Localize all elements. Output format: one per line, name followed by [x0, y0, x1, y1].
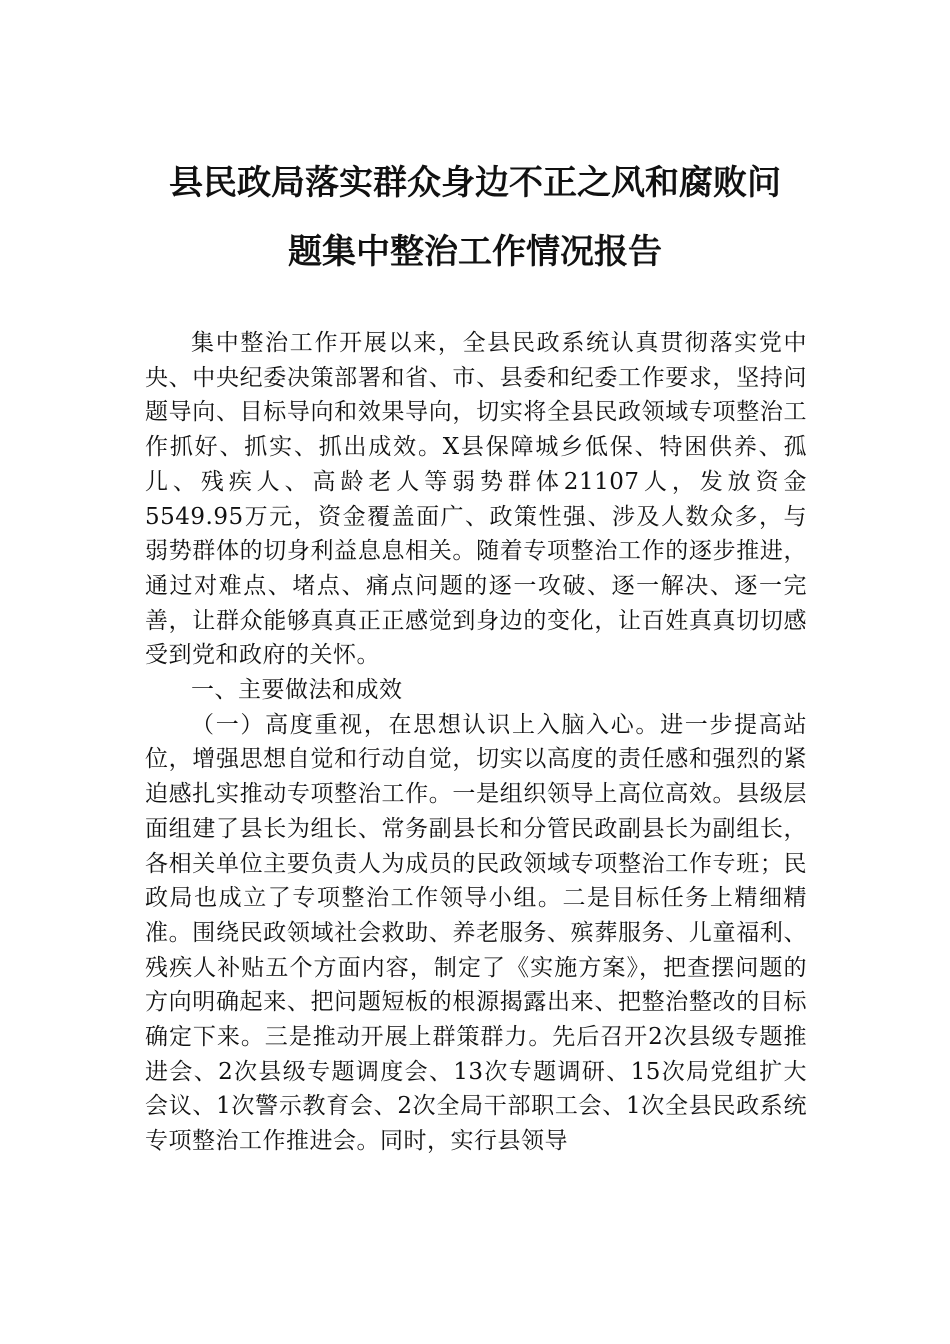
subsection-heading: （一）高度重视，在思想认识上入脑入心。 [191, 711, 661, 738]
subsection-body: 进一步提高站位，增强思想自觉和行动自觉，切实以高度的责任感和强烈的紧迫感扎实推动专项整治工作。一是组织领导上高位高效。县级层面组建了县长为组长、常务副县长和分管民政副县长为副组长，各相关单位主要负责人为成员的民政领域专项整治工作专班；民政局也成立了专项整治工作领导小组。二是目标任务上精细精准。围绕民政领域社会救助、养老服务、殡葬服务、儿童福利、残疾人补贴五个方面内容，制定了《实施方案》，把查摆问题的方向明确起来、把问题短板的根源揭露出来、把整治整改的目标确定下来。三是推动开展上群策群力。先后召开2次县级专题推进会、2次县级专题调度会、13次专题调研、15次局党组扩大会议、1次警示教育会、2次全局干部职工会、1次全县民政系统专项整治工作推进会。同时，实行县领导 [145, 711, 807, 1155]
subsection-paragraph [145, 708, 807, 1159]
document-body [145, 326, 807, 1159]
document-title-line-1: 县民政局落实群众身边不正之风和腐败问 [169, 163, 781, 203]
intro-paragraph: 集中整治工作开展以来，全县民政系统认真贯彻落实党中央、中央纪委决策部署和省、市、县委和纪委工作要求，坚持问题导向、目标导向和效果导向，切实将全县民政领域专项整治工作抓好、抓实、抓出成效。X县保障城乡低保、特困供养、孤儿、残疾人、高龄老人等弱势群体21107人，发放资金5549.95万元，资金覆盖面广、政策性强、涉及人数众多，与弱势群体的切身利益息息相关。随着专项整治工作的逐步推进，通过对难点、堵点、痛点问题的逐一攻破、逐一解决、逐一完善，让群众能够真真正正感觉到身边的变化，让百姓真真切切感受到党和政府的关怀。 [145, 330, 807, 669]
section-heading: 一、主要做法和成效 [191, 677, 403, 704]
document-title-line-2: 题集中整治工作情况报告 [288, 232, 662, 272]
